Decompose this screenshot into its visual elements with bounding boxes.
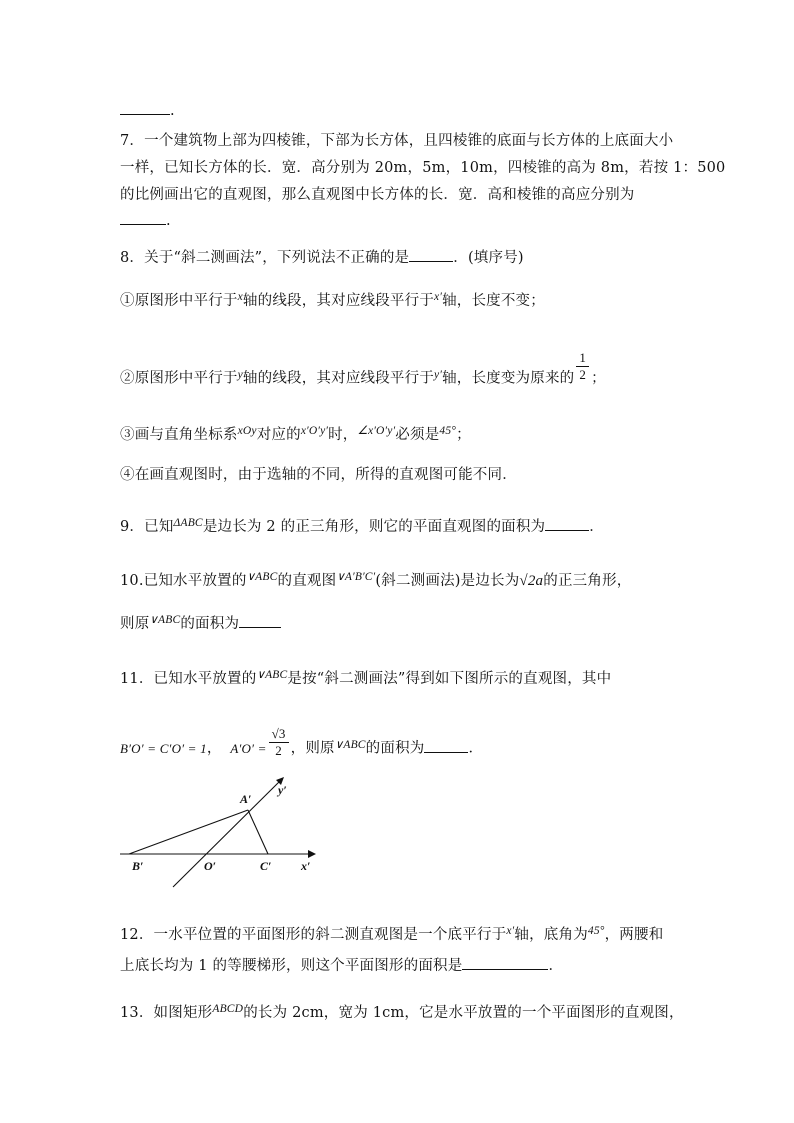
q7-line-4: . bbox=[120, 210, 171, 230]
q7-line-3: 的比例画出它的直观图，那么直观图中长方体的长．宽．高和棱锥的高应分别为 bbox=[120, 187, 635, 203]
label-y: y′ bbox=[278, 783, 287, 797]
q13-line-1: 13．如图矩形$^{ABCD}$的长为 2cm，宽为 1cm，它是水平放置的一个平面图形的直观图， bbox=[120, 1003, 684, 1021]
q8-option-1: ①原图形中平行于$^x$轴的线段，其对应线段平行于$^{x'}$轴，长度不变； bbox=[120, 291, 545, 309]
q10-line-2: 则原$^{\vee ABC}$的面积为 bbox=[120, 613, 281, 634]
q7-line-2: 一样，已知长方体的长．宽．高分别为 20m，5m，10m，四棱锥的高为 8m，若按 1：500 bbox=[120, 160, 726, 176]
answer-blank bbox=[239, 613, 281, 628]
answer-blank bbox=[409, 247, 453, 262]
segment-a-c bbox=[248, 810, 268, 854]
q12-line-2: 上底长均为 1 的等腰梯形，则这个平面图形的面积是 ． bbox=[120, 955, 563, 975]
segment-b-a bbox=[129, 810, 248, 854]
fraction-one-half: $\frac{1}{2}$ bbox=[576, 350, 589, 383]
q8-stem: 8．关于“斜二测画法”，下列说法不正确的是 ．(填序号) bbox=[120, 247, 524, 267]
answer-blank bbox=[424, 738, 468, 753]
q8-option-2: ②原图形中平行于$^y$轴的线段，其对应线段平行于$^{y'}$轴，长度变为原来的 $\frac{1}{2}$ ； bbox=[120, 350, 606, 387]
answer-blank bbox=[120, 210, 166, 225]
answer-blank bbox=[120, 100, 170, 115]
q8-option-4: ④在画直观图时，由于选轴的不同，所得的直观图可能不同． bbox=[120, 467, 517, 483]
label-b: B′ bbox=[132, 859, 144, 873]
label-x: x′ bbox=[301, 859, 311, 873]
q8-option-3: ③画与直角坐标系$^{xOy}$对应的$^{x'O'y'}$时，$^{\angle x'O'y'}$必须是$^{45^\circ}$； bbox=[120, 425, 471, 443]
q10-line-1: 10.已知水平放置的$^{\vee ABC}$的直观图$^{\vee A'B'C'}$(斜二测画法)是边长为√2a的正三角形， bbox=[120, 571, 632, 589]
q11-line-1: 11．已知水平放置的$^{\vee ABC}$是按“斜二测画法”得到如下图所示的直观图，其中 bbox=[120, 669, 612, 687]
label-c: C′ bbox=[260, 859, 272, 873]
answer-blank bbox=[545, 516, 589, 531]
q12-line-1: 12．一水平位置的平面图形的斜二测直观图是一个底平行于$^{x'}$轴，底角为$^{45^\circ}$，两腰和 bbox=[120, 925, 664, 943]
label-a: A′ bbox=[240, 792, 252, 806]
q7-line-1: 7．一个建筑物上部为四棱锥，下部为长方体，且四棱锥的底面与长方体的上底面大小 bbox=[120, 133, 674, 149]
oblique-projection-figure bbox=[118, 770, 323, 890]
answer-blank bbox=[462, 955, 548, 970]
x-axis-arrow bbox=[308, 850, 316, 858]
q9: 9．已知$^{\Delta ABC}$是边长为 2 的正三角形，则它的平面直观图的面积为 ． bbox=[120, 517, 604, 535]
q6-answer-line: . bbox=[120, 100, 175, 120]
label-o: O′ bbox=[204, 859, 217, 873]
q11-line-2: B′O′ = C′O′ = 1， A′O′ = $\frac{√3}{2}$ ，则原$^{\vee ABC}$的面积为 ． bbox=[120, 726, 484, 758]
fraction-root3-over-2: $\frac{√3}{2}$ bbox=[269, 726, 289, 759]
